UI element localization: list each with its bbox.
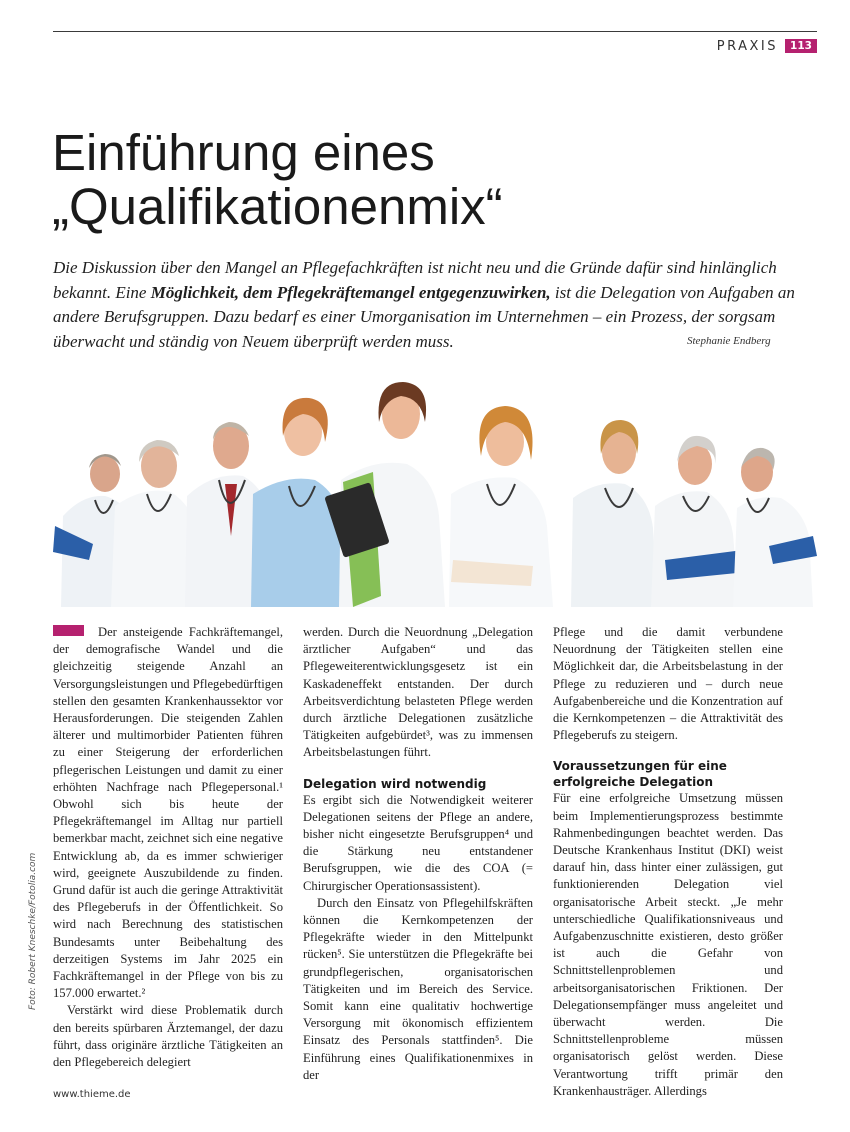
- section-label: PRAXIS: [716, 39, 778, 54]
- page-number-badge: 113: [785, 39, 817, 53]
- article-title: [52, 126, 812, 234]
- photo-credit: Foto: Robert Kneschke/Fotolia.com: [28, 852, 38, 1010]
- header-rule: [53, 31, 817, 32]
- title-line-2: „Qualifikationenmix“: [52, 178, 503, 235]
- col2-paragraph-3: Durch den Einsatz von Pflegehilfskräften können die Kernkompetenzen der Pflegekräfte wieder in den Mittelpunkt rücken⁵. Sie unterstützen die Pflegekräfte bei grundpflegerischen, organisatorischen Tätigkeiten und im Bereich des Service. Somit kann eine qualitativ hochwertige Versorgung mit ökonomisch effizientem Einsatz des Personals stattfinden⁵. Die Einführung eines Qualifikationenmixes in der: [303, 895, 533, 1082]
- col1-paragraph-1: [53, 624, 283, 1002]
- col2-paragraph-1: werden. Durch die Neuordnung „Delegation ärztlicher Aufgaben“ und das Pflegeweiterentwicklungsgesetz ist ein Kaskadeneffekt entstanden. Der durch Arbeitsverdichtung belasteten Pflege werden durch ärztliche Delegationen zusätzliche Tätigkeiten aufgebürdet³, was zu immensen Arbeitsbelastungen führt.: [303, 625, 533, 760]
- text-column-2: [303, 624, 533, 1084]
- title-line-1: Einführung eines: [52, 124, 435, 181]
- staff-group-photo: [53, 376, 817, 607]
- subheading-delegation: Delegation wird notwendig: [303, 776, 487, 791]
- author-byline: Stephanie Endberg: [687, 335, 771, 347]
- col3-paragraph-2: Für eine erfolgreiche Umsetzung müssen beim Implementierungsprozess bestimmte Rahmenbedingungen beachtet werden. Das Deutsche Krankenhaus Institut (DKI) weist darauf hin, dass hinter einer zulässigen, gut funktionierenden Delegation viel organisatorische Arbeit steckt. „Je mehr unterschiedliche Qualifikationsniveaus und Aufgabenzuschnitte existieren, desto größer ist auch die Gefahr von Schnittstellenproblemen und arbeitsorganisatorischen Friktionen. Der Delegationsempfänger muss angeleitet und überwacht werden. Die Schnittstellenprobleme müssen organisatorisch gelöst werden. Diese Verantwortung trifft primär den Krankenhausträger. Allerdings: [553, 791, 783, 1098]
- col1-paragraph-2: Verstärkt wird diese Problematik durch den bereits spürbaren Ärztemangel, der dazu führt, dass originäre ärztliche Tätigkeiten an den Pflegebereich delegiert: [53, 1003, 283, 1070]
- col3-paragraph-1: Pflege und die damit verbundene Neuordnung der Tätigkeiten stellen eine Möglichkeit dar, die Arbeitsbelastung in der Pflege zu reduzieren und – durch neue Aufgabenbereiche und die Konzentration auf die Kernkompetenzen – die Attraktivität des Pflegeberufs zu steigern.: [553, 625, 783, 743]
- text-column-3: [553, 624, 783, 1100]
- col2-paragraph-2: Es ergibt sich die Notwendigkeit weiterer Delegationen seitens der Pflege an andere, bisher nicht eingesetzte Berufsgruppen⁴ und die Stärkung neu entstandener Berufsgruppen, wie die des COA (= Chirurgischer Operationsassistent).: [303, 792, 533, 893]
- section-marker: [53, 625, 84, 636]
- lead-text-2: ist die Delegation von Aufgaben an andere Berufsgruppen. Dazu bedarf es einer Umorganisation im Unternehmen – ein Prozess, der sorgsam überwacht und ständig von Neuem überprüft werden muss.: [53, 282, 795, 351]
- text-column-1: [53, 624, 283, 1071]
- lead-emphasis: Möglichkeit, dem Pflegekräftemangel entgegenzuwirken,: [150, 282, 551, 302]
- subheading-voraussetzungen: Voraussetzungen für eine erfolgreiche Delegation: [553, 759, 727, 790]
- lead-text-1: Die Diskussion über den Mangel an Pflegefachkräften ist nicht neu und die Gründe dafür sind hinlänglich bekannt. Eine: [53, 258, 777, 302]
- footer-url: www.thieme.de: [53, 1089, 131, 1100]
- col1-paragraph-1-text: Der ansteigende Fachkräftemangel, der demografische Wandel und die gleichzeitig steigende Anzahl an Versorgungsleistungen und Pflegebedürftigen stellen den gesamten Krankenhaussektor vor Herausforderungen. Die steigenden Zahlen älterer und multimorbider Patienten führen zu einer Steigerung der erforderlichen pflegerischen Leistungen und damit zu einer erhöhten Nachfrage nach Pflegepersonal.¹ Obwohl sich bis heute der Pflegekräftemangel im Alltag nur partiell bemerkbar macht, zeichnet sich eine negative Entwicklung ab, da es immer schwieriger wird, geeignete Auszubildende zu finden. Grund dafür ist auch die geringe Attraktivität des Pflegeberufs in der Öffentlichkeit. So wird nach Berechnung des statistischen Bundesamts unter Beibehaltung des derzeitigen Systems im Jahr 2025 ein Fachkräftemangel in der Pflege von bis zu 157.000 erwartet.²: [53, 625, 283, 1001]
